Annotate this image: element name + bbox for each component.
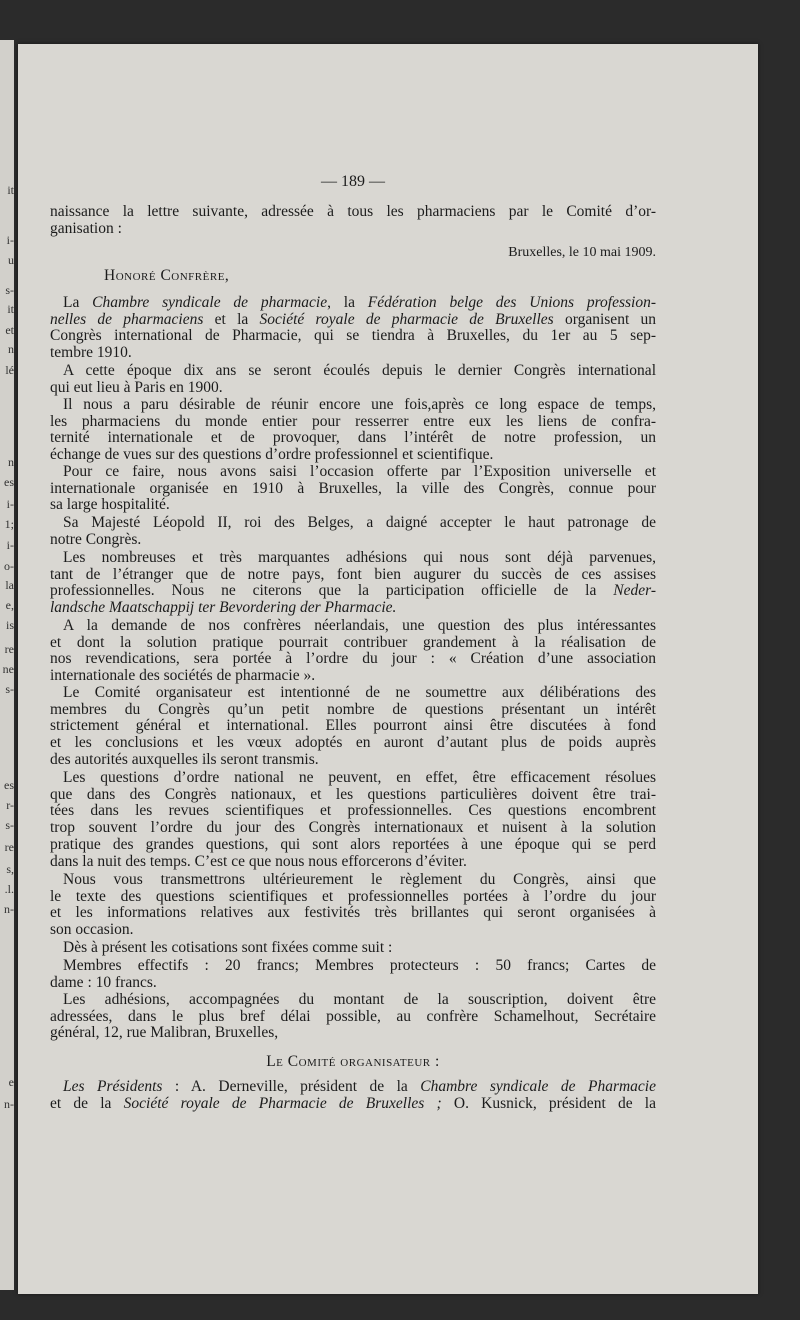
text-line: le texte des questions scientifiques et professionnelles portées à l’ordre du jour [50,887,656,905]
margin-fragment: i- [6,497,14,511]
text-line: A la demande de nos confrères néerlandais, une question des plus intéressantes [63,617,656,634]
margin-fragment: u [8,253,14,267]
text-line: A cette époque dix ans se seront écoulés depuis le dernier Congrès international [63,362,656,379]
text-line: dans la nuit des temps. C’est ce que nous nous efforcerons d’éviter. [50,852,467,870]
margin-fragment: o- [4,559,14,573]
margin-fragment: e, [5,598,14,612]
text-line: Nous vous transmettrons ultérieurement le règlement du Congrès, ainsi que [63,871,656,888]
margin-fragment: la [5,578,14,592]
text-line: pratique des grandes questions, qui sont alors reportées à une époque qui se perd [50,835,656,853]
salutation: Honoré Confrère, [104,267,230,284]
text-line: notre Congrès. [50,530,142,548]
margin-fragment: e [8,1075,14,1089]
text-line: naissance la lettre suivante, adressée à tous les pharmaciens par le Comité d’or- [50,203,656,220]
text-line: adressées, dans le plus bref délai possible, au confrère Schamelhout, Secrétaire [50,1007,656,1025]
text-line: dame : 10 francs. [50,973,157,991]
paragraph-fees [50,958,656,991]
margin-fragment: n- [4,1097,14,1111]
paragraph-subscriptions [50,992,656,1042]
text-line: sa large hospitalité. [50,496,170,514]
paragraph-patronage [50,515,656,548]
margin-fragment: s- [5,283,14,297]
margin-fragment: 1; [4,517,14,531]
margin-fragment: s- [5,682,14,696]
text-line: et les conclusions et les vœux adoptés en auront d’autant plus de poids auprès [50,734,656,752]
paragraph-congress-announcement [50,295,656,362]
text-line: trop souvent l’ordre du jour des Congrès internationaux et nuisent à la solution [50,819,656,837]
paragraph-national-questions [50,770,656,870]
paragraph-presidents [50,1079,656,1112]
text-line: internationale des sociétés de pharmacie ». [50,667,316,685]
text-line: tembre 1910. [50,344,132,362]
text-line: général, 12, rue Malibran, Bruxelles, [50,1024,279,1042]
paragraph-organising-committee-intent [50,685,656,769]
committee-heading: Le Comité organisateur : [266,1053,440,1070]
text-line: et les informations relatives aux festivités très brillantes qui seront organisées à [50,904,656,922]
paragraph-fees-intro [50,940,656,957]
margin-fragment: re [4,840,14,854]
margin-fragment: i- [6,538,14,552]
margin-fragment: es [4,475,14,489]
text-line: Dès à présent les cotisations sont fixées comme suit : [63,939,393,956]
margin-fragment: is [5,618,14,632]
paragraph-exposition [50,464,656,514]
text-line: les pharmaciens du monde entier pour resserrer entre eux les liens de confra- [50,412,656,430]
margin-fragment: n [8,342,14,356]
paragraph-paris-congress [50,363,656,396]
text-line: son occasion. [50,921,134,939]
intro-paragraph [50,204,656,237]
text-line: tant de l’étranger que de notre pays, font bien augurer du succès de ces assises [50,565,656,583]
margin-fragment: s- [5,818,14,832]
text-line: échange de vues sur des questions d’ordre professionnel et scientifique. [50,446,494,464]
page-number: — 189 — [321,173,385,190]
book-page [18,44,758,1294]
text-line: Les adhésions, accompagnées du montant de la souscription, doivent être [63,991,656,1008]
paragraph-purpose [50,397,656,464]
margin-fragment: re [4,642,14,656]
margin-fragment: r- [6,798,14,812]
text-line: des autorités auxquelles ils seront transmis. [50,750,319,768]
text-line: strictement général et international. Elles pourront ainsi être discutées à fond [50,717,656,735]
text-line: membres du Congrès qu’un petit nombre de questions présentant un intérêt [50,700,656,718]
text-line: nelles de pharmaciens et la Société royale de pharmacie de Bruxelles organisent un [50,310,657,328]
margin-fragment: i- [6,233,14,247]
margin-fragment: lé [5,363,14,377]
text-line: professionnelles. Nous ne citerons que la participation officielle de la Neder- [50,582,656,600]
text-line: Les nombreuses et très marquantes adhésions qui nous sont déjà parvenues, [63,549,656,566]
text-line: Les Présidents : A. Derneville, président de la Chambre syndicale de Pharmacie [63,1078,656,1095]
margin-fragment: n- [4,902,14,916]
text-line: qui eut lieu à Paris en 1900. [50,378,223,396]
text-line: tées dans les revues scientifiques et professionnelles. Ces questions encombrent [50,802,656,820]
paragraph-regulations [50,872,656,939]
margin-fragment: .l. [4,882,14,896]
text-line: que dans des Congrès nationaux, et les questions particulières doivent être trai- [50,785,656,803]
margin-fragment: s, [6,862,14,876]
text-line: Les questions d’ordre national ne peuvent, en effet, être efficacement résolues [63,769,656,786]
text-line: La Chambre syndicale de pharmacie, la Fédération belge des Unions profession- [63,294,657,311]
margin-fragment: n [8,455,14,469]
text-line: landsche Maatschappij ter Bevordering der Pharmacie. [50,599,397,617]
margin-fragment: es [4,778,14,792]
text-line: ganisation : [50,219,122,237]
margin-fragment: it [7,302,14,316]
text-line: internationale organisée en 1910 à Bruxelles, la ville des Congrès, connue pour [50,479,656,497]
text-line: ternité internationale et de provoquer, dans l’intérêt de notre profession, un [50,429,656,447]
text-line: Il nous a paru désirable de réunir encore une fois,après ce long espace de temps, [63,396,656,413]
text-line: Congrès international de Pharmacie, qui se tiendra à Bruxelles, du 1er au 5 sep- [50,327,656,345]
text-line: Pour ce faire, nous avons saisi l’occasion offerte par l’Exposition universelle et [63,463,656,480]
text-line: Membres effectifs : 20 francs; Membres protecteurs : 50 francs; Cartes de [63,957,656,974]
paragraph-agenda-question [50,618,656,685]
text-line: et de la Société royale de Pharmacie de Bruxelles ; O. Kusnick, président de la [50,1094,656,1112]
text-line: et dont la solution pratique pourrait contribuer grandement à la réalisation de [50,633,656,651]
margin-fragment: et [5,323,14,337]
text-line: Sa Majesté Léopold II, roi des Belges, a daigné accepter le haut patronage de [63,514,656,531]
paragraph-adhesions [50,550,656,617]
margin-fragment: it [7,183,14,197]
margin-fragment: ne [2,662,14,676]
text-line: nos revendications, sera portée à l’ordre du jour : « Création d’une association [50,650,656,668]
dateline: Bruxelles, le 10 mai 1909. [508,245,656,260]
text-line: Le Comité organisateur est intentionné de ne soumettre aux délibérations des [63,684,656,701]
